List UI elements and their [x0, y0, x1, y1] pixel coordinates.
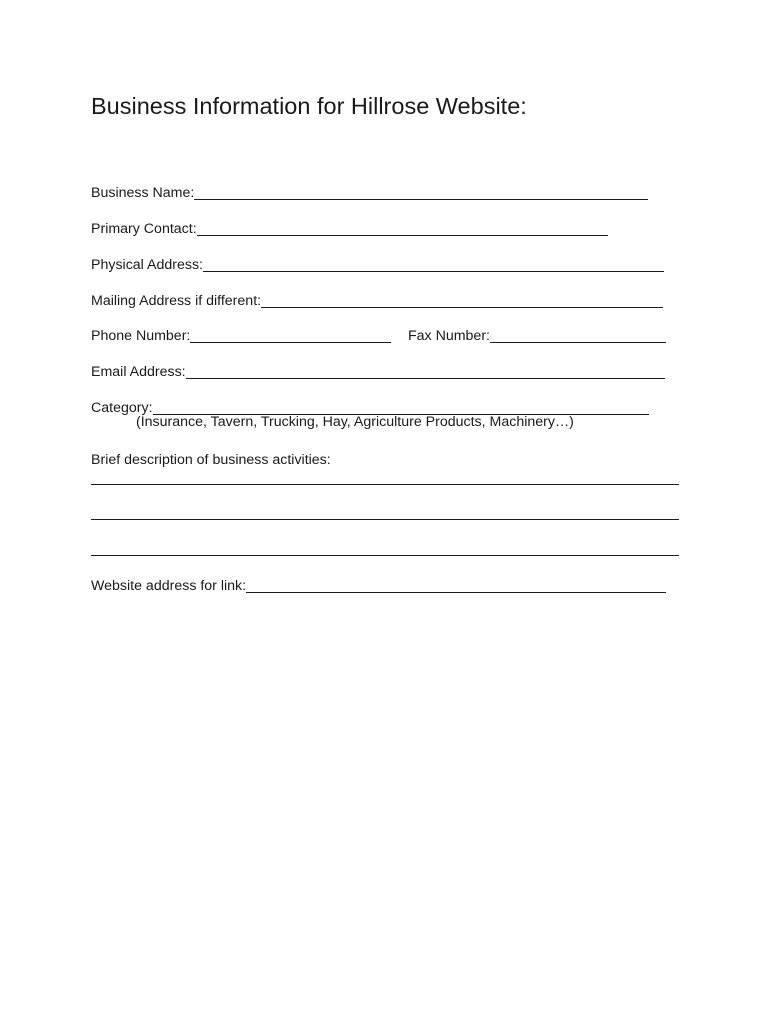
page-title: Business Information for Hillrose Website:: [91, 93, 527, 119]
business-name-row: [91, 182, 648, 202]
phone-number-label: Phone Number:: [91, 328, 191, 344]
description-label: Brief description of business activities:: [91, 452, 331, 468]
fax-number-field[interactable]: [490, 328, 666, 343]
primary-contact-row: [91, 218, 608, 238]
physical-address-row: [91, 254, 664, 274]
phone-number-field[interactable]: [190, 328, 391, 343]
fax-number-label: Fax Number:: [408, 328, 490, 344]
mailing-address-field[interactable]: [261, 293, 663, 308]
description-line-1[interactable]: [91, 484, 679, 485]
email-address-field[interactable]: [186, 364, 665, 379]
description-line-2[interactable]: [91, 519, 679, 520]
email-address-label: Email Address:: [91, 364, 186, 380]
business-name-label: Business Name:: [91, 185, 195, 201]
primary-contact-label: Primary Contact:: [91, 221, 197, 237]
category-hint: (Insurance, Tavern, Trucking, Hay, Agriculture Products, Machinery…): [136, 414, 574, 430]
mailing-address-row: [91, 290, 663, 310]
category-label: Category:: [91, 400, 153, 416]
physical-address-label: Physical Address:: [91, 257, 203, 273]
website-row: [91, 575, 666, 595]
website-field[interactable]: [246, 578, 666, 593]
business-name-field[interactable]: [194, 185, 648, 200]
email-address-row: [91, 361, 665, 381]
description-line-3[interactable]: [91, 555, 679, 556]
primary-contact-field[interactable]: [197, 221, 608, 236]
physical-address-field[interactable]: [203, 257, 664, 272]
website-label: Website address for link:: [91, 578, 247, 594]
fax-number-row: [408, 325, 666, 345]
phone-number-row: [91, 325, 391, 345]
mailing-address-label: Mailing Address if different:: [91, 293, 262, 309]
category-field[interactable]: [153, 400, 649, 415]
